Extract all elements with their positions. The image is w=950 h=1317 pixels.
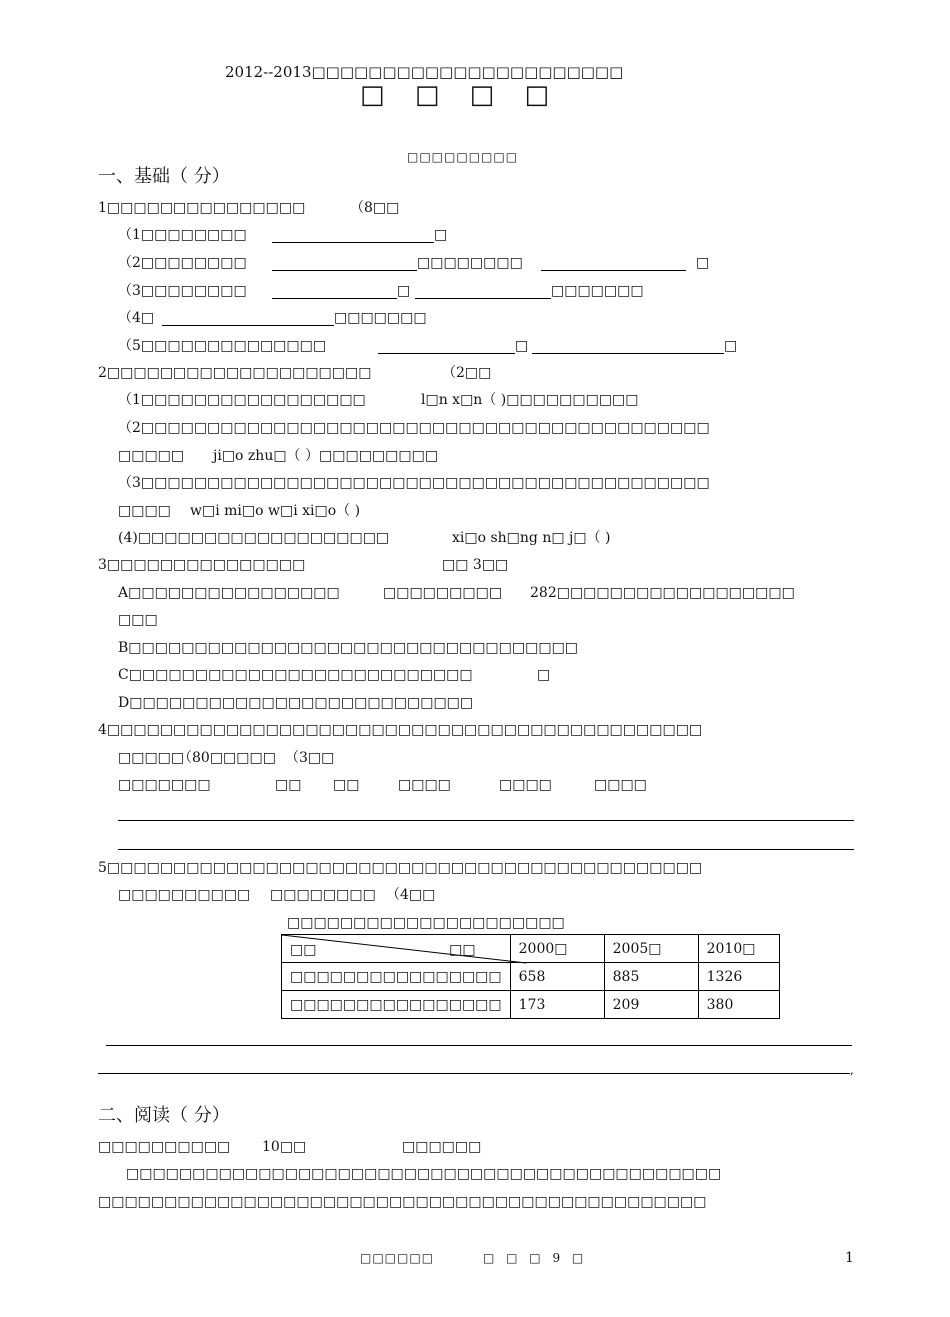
year-header: 2000□	[510, 935, 604, 963]
q5-answer-line-2[interactable]	[98, 1073, 850, 1074]
q2-s1: （1□□□□□□□□□□□□□□□□□	[118, 392, 366, 408]
q1-s3-end: □□□□□□□	[551, 283, 644, 299]
corner-label-left: □□	[290, 942, 317, 958]
q2-stem: 2□□□□□□□□□□□□□□□□□□□□	[98, 365, 372, 381]
q3-option-a-end: 282□□□□□□□□□□□□□□□□□□	[530, 585, 795, 601]
q4-score: （3□□	[285, 750, 335, 766]
q2-s4-pinyin: xi□o sh□ng n□ j□（ )	[452, 530, 611, 546]
q2-s3-cont: □□□□	[118, 503, 171, 519]
q2-s2-cont: □□□□□	[118, 448, 185, 464]
table-cell: 1326	[698, 963, 779, 991]
q3-stem: 3□□□□□□□□□□□□□□□	[98, 557, 306, 573]
reading-paragraph-1: □□□□□□□□□□□□□□□□□□□□□□□□□□□□□□□□□□□□□□□□□□□□□	[126, 1166, 722, 1182]
q1-s4: （4□	[118, 310, 155, 326]
table-cell: 885	[604, 963, 698, 991]
reading-paragraph-2: □□□□□□□□□□□□□□□□□□□□□□□□□□□□□□□□□□□□□□□□□□□□□□	[98, 1194, 707, 1210]
q1-s5: （5□□□□□□□□□□□□□□	[118, 338, 327, 354]
q1-s2: （2□□□□□□□□	[118, 255, 247, 271]
q4-word: □□□□□□□	[118, 777, 211, 793]
q2-s2-pinyin: ji□o zhu□（ ）□□□□□□□□□	[213, 448, 439, 464]
row-label: □□□□□□□□□□□□□□□□	[282, 991, 511, 1019]
q2-s1-pinyin: l□n x□n（ )□□□□□□□□□□	[421, 392, 639, 408]
table-row	[282, 991, 780, 1019]
q1-s5-blank-1[interactable]	[378, 353, 515, 354]
q2-s3: （3□□□□□□□□□□□□□□□□□□□□□□□□□□□□□□□□□□□□□□□□□□□	[118, 475, 710, 491]
q3-option-c: C□□□□□□□□□□□□□□□□□□□□□□□□□□	[118, 667, 473, 683]
q1-s2-end: □	[696, 255, 710, 271]
q3-option-c-end: □	[537, 667, 551, 683]
table-header-row	[282, 935, 780, 963]
q5-table-title: □□□□□□□□□□□□□□□□□□□□□	[287, 915, 565, 931]
q4-answer-line-1[interactable]	[118, 820, 854, 821]
page-number: 1	[845, 1250, 854, 1266]
table-cell: 658	[510, 963, 604, 991]
exam-note: □□□□□□□□□	[407, 150, 519, 164]
q5-stem: 5□□□□□□□□□□□□□□□□□□□□□□□□□□□□□□□□□□□□□□□□□□□□□	[98, 860, 703, 876]
q1-s2-mid: □□□□□□□□	[417, 255, 523, 271]
q1-s5-end: □	[724, 338, 738, 354]
q5-answer-line-1[interactable]	[106, 1045, 852, 1046]
q3-score: □□ 3□□	[442, 557, 509, 573]
footer-page-count: □ □ □ 9 □	[483, 1251, 585, 1265]
q3-option-b: B□□□□□□□□□□□□□□□□□□□□□□□□□□□□□□□□□□	[118, 640, 579, 656]
q1-s1: （1□□□□□□□□	[118, 227, 247, 243]
exam-subtitle: □ □ □ □	[360, 80, 550, 110]
q2-score: （2□□	[442, 365, 492, 381]
table-corner-cell	[282, 935, 511, 963]
q4-word: □□	[275, 777, 302, 793]
reading-title: □□□□□□	[402, 1139, 482, 1155]
q4-word: □□□□	[594, 777, 647, 793]
q4-word: □□	[333, 777, 360, 793]
q5-data-table	[281, 934, 780, 1019]
q4-stem: 4□□□□□□□□□□□□□□□□□□□□□□□□□□□□□□□□□□□□□□□□□□□□□	[98, 722, 703, 738]
corner-label-right: □□	[449, 942, 476, 958]
q1-stem: 1□□□□□□□□□□□□□□□	[98, 200, 306, 216]
q1-s1-end: □	[434, 227, 448, 243]
q3-option-d: D□□□□□□□□□□□□□□□□□□□□□□□□□□	[118, 695, 474, 711]
q5-mark: ,	[850, 1063, 854, 1077]
year-header: 2005□	[604, 935, 698, 963]
q2-s3-pinyin: w□i mi□o w□i xi□o（ )	[190, 503, 361, 519]
table-cell: 380	[698, 991, 779, 1019]
q1-s3-blank-2[interactable]	[415, 298, 551, 299]
diagonal-line-icon	[282, 935, 526, 965]
q1-s3-mid: □	[397, 283, 411, 299]
row-label: □□□□□□□□□□□□□□□□	[282, 963, 511, 991]
q1-s3-blank-1[interactable]	[272, 298, 397, 299]
q2-s2: （2□□□□□□□□□□□□□□□□□□□□□□□□□□□□□□□□□□□□□□□□□□□	[118, 420, 710, 436]
q2-s4: (4)□□□□□□□□□□□□□□□□□□□	[118, 530, 390, 546]
q5-score: （4□□	[386, 887, 436, 903]
q1-s1-blank[interactable]	[272, 242, 434, 243]
table-row	[282, 963, 780, 991]
q1-s4-end: □□□□□□□	[334, 310, 427, 326]
q1-s2-blank-1[interactable]	[272, 270, 417, 271]
q4-line2: □□□□□	[118, 750, 185, 766]
q1-s5-blank-2[interactable]	[532, 353, 724, 354]
reading-intro: □□□□□□□□□□	[98, 1139, 231, 1155]
footer-left: □□□□□□	[360, 1251, 435, 1265]
table-cell: 173	[510, 991, 604, 1019]
exam-title: 2012--2013□□□□□□□□□□□□□□□□□□□□□□	[225, 63, 624, 81]
year-header: 2010□	[698, 935, 779, 963]
section1-heading: 一、基础（ 分）	[98, 166, 230, 187]
q5-line2-mid: □□□□□□□□	[270, 887, 376, 903]
q4-answer-line-2[interactable]	[118, 849, 854, 850]
q4-count: （80□□□□□	[178, 750, 276, 766]
q1-s2-blank-2[interactable]	[541, 270, 686, 271]
q4-word: □□□□	[398, 777, 451, 793]
q4-word: □□□□	[499, 777, 552, 793]
reading-score: 10□□	[262, 1139, 307, 1155]
q3-option-a-cont: □□□	[118, 612, 158, 628]
q1-s4-blank[interactable]	[162, 325, 334, 326]
q3-option-a: A□□□□□□□□□□□□□□□□	[118, 585, 340, 601]
q1-score: （8□□	[350, 200, 400, 216]
q1-s5-mid: □	[515, 338, 529, 354]
section2-heading: 二、阅读（ 分）	[98, 1105, 230, 1126]
q1-s3: （3□□□□□□□□	[118, 283, 247, 299]
table-cell: 209	[604, 991, 698, 1019]
q3-option-a-mid: □□□□□□□□□	[383, 585, 503, 601]
q5-line2: □□□□□□□□□□	[118, 887, 251, 903]
